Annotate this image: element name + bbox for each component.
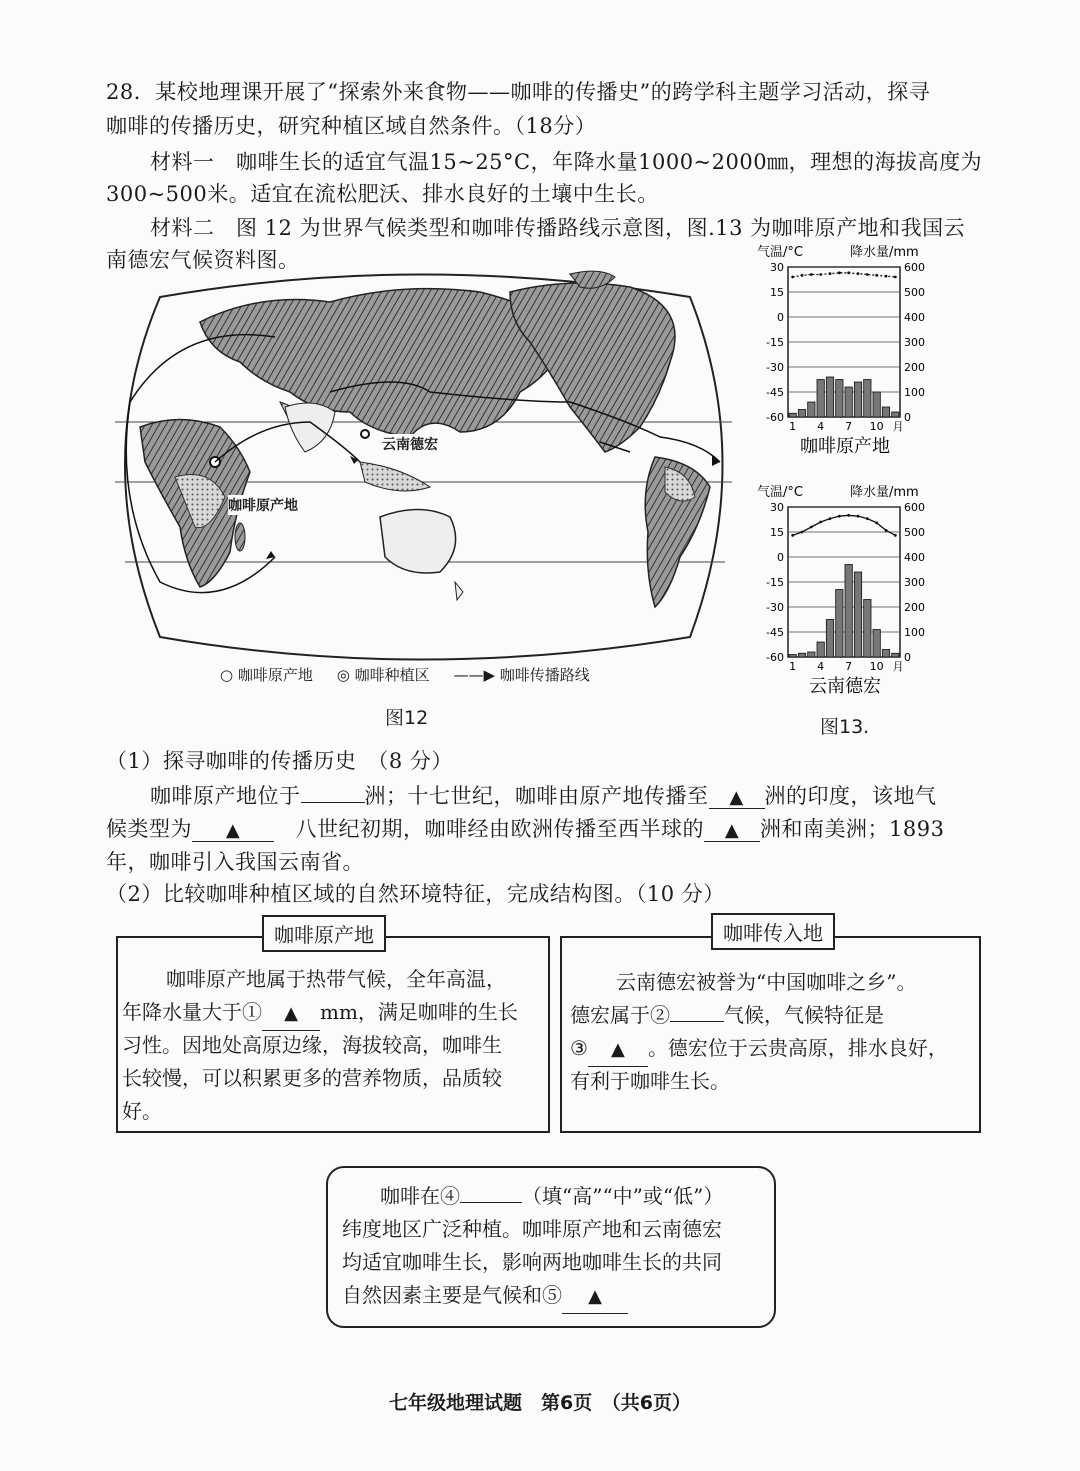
x-tick: 10 bbox=[869, 420, 884, 433]
temp-tick: 15 bbox=[770, 526, 784, 539]
map-label-origin: 咖啡原产地 bbox=[228, 495, 298, 515]
precip-tick: 600 bbox=[904, 501, 925, 514]
material1-line-2: 300~500米。适宜在流松肥沃、排水良好的土壤中生长。 bbox=[106, 182, 659, 206]
precip-bar bbox=[836, 380, 843, 418]
x-tick: 7 bbox=[845, 420, 853, 433]
yunnan-marker bbox=[361, 430, 369, 438]
temp-tick: -60 bbox=[766, 651, 784, 664]
precip-bar bbox=[789, 655, 796, 658]
destination-box-line-3: ③ ▲ 。德宏位于云贵高原，排水良好， bbox=[570, 1032, 948, 1067]
y2-label: 降水量/mm bbox=[850, 485, 919, 500]
summary-line-3: 均适宜咖啡生长，影响两地咖啡生长的共同 bbox=[342, 1250, 722, 1274]
temp-point bbox=[829, 517, 832, 520]
blank-1[interactable]: ▲ bbox=[262, 996, 320, 1031]
precip-tick: 400 bbox=[904, 551, 925, 564]
origin-box-line-2: 年降水量大于① ▲ mm，满足咖啡的生长 bbox=[122, 996, 518, 1031]
y2-label: 降水量/mm bbox=[850, 245, 919, 260]
temp-point bbox=[810, 273, 813, 276]
temp-point bbox=[885, 275, 888, 278]
chart-title: 咖啡原产地 bbox=[800, 436, 890, 457]
part1-heading: （1）探寻咖啡的传播历史 （8 分） bbox=[106, 749, 453, 773]
precip-bar bbox=[892, 653, 899, 657]
precip-bar bbox=[864, 600, 871, 658]
temp-point bbox=[866, 273, 869, 276]
precip-bar bbox=[892, 412, 899, 417]
precip-tick: 100 bbox=[904, 626, 925, 639]
part1-line-1: 咖啡原产地位于 洲；十七世纪，咖啡由原产地传播至 ▲ 洲的印度，该地气 bbox=[150, 784, 937, 808]
material1-line-1: 材料一 咖啡生长的适宜气温15~25°C，年降水量1000~2000㎜，理想的海拔高度为 bbox=[150, 150, 983, 174]
temp-point bbox=[894, 534, 897, 537]
origin-box-line-4: 长较慢，可以积累更多的营养物质，品质较 bbox=[122, 1066, 502, 1090]
temp-tick: -45 bbox=[766, 626, 784, 639]
precip-bar bbox=[826, 620, 833, 658]
destination-box-line-2: 德宏属于② 气候，气候特征是 bbox=[570, 1003, 884, 1027]
temp-point bbox=[875, 274, 878, 277]
blank-2[interactable] bbox=[670, 1021, 724, 1022]
precip-tick: 600 bbox=[904, 261, 925, 274]
blank-climate-type[interactable]: ▲ bbox=[192, 817, 274, 842]
precip-bar bbox=[873, 630, 880, 658]
x-tick: 10 bbox=[869, 660, 884, 673]
climate-chart-yunnan bbox=[755, 482, 935, 707]
map-legend bbox=[220, 664, 590, 685]
precip-bar bbox=[864, 380, 871, 418]
precip-bar bbox=[817, 380, 824, 418]
legend-plant: 咖啡种植区 bbox=[354, 666, 430, 684]
precip-bar bbox=[798, 410, 805, 418]
temp-line bbox=[793, 273, 896, 277]
temp-point bbox=[791, 534, 794, 537]
temp-point bbox=[838, 515, 841, 518]
temp-tick: 0 bbox=[777, 551, 784, 564]
temp-point bbox=[829, 272, 832, 275]
precip-tick: 100 bbox=[904, 386, 925, 399]
temp-tick: -30 bbox=[766, 601, 784, 614]
climate-chart-origin bbox=[755, 242, 935, 467]
world-map bbox=[100, 262, 745, 667]
temp-point bbox=[847, 514, 850, 517]
temp-point bbox=[875, 521, 878, 524]
precip-bar bbox=[845, 565, 852, 658]
summary-line-4: 自然因素主要是气候和⑤ ▲ bbox=[342, 1279, 628, 1314]
x-tick: 4 bbox=[817, 660, 825, 673]
blank-5[interactable]: ▲ bbox=[562, 1279, 628, 1314]
temp-tick: 15 bbox=[770, 286, 784, 299]
temp-tick: -15 bbox=[766, 336, 784, 349]
temp-tick: -15 bbox=[766, 576, 784, 589]
temp-point bbox=[838, 271, 841, 274]
temp-tick: 30 bbox=[770, 501, 784, 514]
origin-box-title: 咖啡原产地 bbox=[262, 915, 386, 952]
legend-origin: 咖啡原产地 bbox=[237, 666, 313, 684]
precip-bar bbox=[826, 377, 833, 417]
precip-tick: 400 bbox=[904, 311, 925, 324]
question-line-2: 咖啡的传播历史，研究种植区域自然条件。（18分） bbox=[106, 114, 597, 138]
y1-label: 气温/°C bbox=[757, 245, 803, 260]
precip-bar bbox=[845, 387, 852, 417]
precip-bar bbox=[882, 650, 889, 658]
precip-tick: 300 bbox=[904, 336, 925, 349]
origin-box-line-1: 咖啡原产地属于热带气候，全年高温， bbox=[166, 967, 506, 991]
origin-box-line-5: 好。 bbox=[122, 1099, 162, 1123]
temp-point bbox=[857, 515, 860, 518]
map-label-yunnan: 云南德宏 bbox=[382, 434, 438, 454]
precip-bar bbox=[882, 407, 889, 417]
x-tick: 月 bbox=[892, 420, 904, 433]
temp-tick: -60 bbox=[766, 411, 784, 424]
precip-tick: 500 bbox=[904, 526, 925, 539]
temp-tick: 0 bbox=[777, 311, 784, 324]
blank-4[interactable] bbox=[460, 1202, 522, 1203]
part1-line-3: 年，咖啡引入我国云南省。 bbox=[106, 850, 364, 874]
precip-bar bbox=[798, 653, 805, 657]
precip-bar bbox=[789, 413, 796, 417]
x-tick: 1 bbox=[789, 420, 797, 433]
origin-legend-icon: ○ bbox=[220, 666, 234, 684]
precip-bar bbox=[836, 590, 843, 658]
temp-point bbox=[885, 529, 888, 532]
precip-bar bbox=[854, 382, 861, 417]
temp-point bbox=[866, 517, 869, 520]
precip-bar bbox=[808, 652, 815, 657]
legend-route: 咖啡传播路线 bbox=[499, 666, 590, 684]
blank-3[interactable]: ▲ bbox=[588, 1032, 648, 1067]
origin-box-line-3: 习性。因地处高原边缘，海拔较高，咖啡生 bbox=[122, 1033, 502, 1057]
figure13-caption: 图13. bbox=[820, 716, 870, 738]
destination-box-line-1: 云南德宏被誉为“中国咖啡之乡”。 bbox=[616, 970, 917, 994]
part2-heading: （2）比较咖啡种植区域的自然环境特征，完成结构图。（10 分） bbox=[106, 882, 725, 906]
destination-box-title: 咖啡传入地 bbox=[711, 913, 835, 950]
temp-point bbox=[801, 531, 804, 534]
temp-point bbox=[819, 273, 822, 276]
temp-tick: -45 bbox=[766, 386, 784, 399]
precip-bar bbox=[817, 642, 824, 657]
precip-tick: 0 bbox=[904, 411, 911, 424]
temp-tick: -30 bbox=[766, 361, 784, 374]
x-tick: 4 bbox=[817, 420, 825, 433]
summary-line-2: 纬度地区广泛种植。咖啡原产地和云南德宏 bbox=[342, 1217, 722, 1241]
route-legend-icon: ——▶ bbox=[453, 666, 496, 684]
precip-tick: 500 bbox=[904, 286, 925, 299]
blank-continent-2[interactable]: ▲ bbox=[704, 817, 760, 842]
precip-bar bbox=[808, 402, 815, 417]
x-tick: 1 bbox=[789, 660, 797, 673]
precip-bar bbox=[854, 572, 861, 657]
x-tick: 7 bbox=[845, 660, 853, 673]
temp-point bbox=[847, 271, 850, 274]
blank-continent-1[interactable]: ▲ bbox=[709, 784, 765, 809]
temp-tick: 30 bbox=[770, 261, 784, 274]
precip-tick: 200 bbox=[904, 361, 925, 374]
material2-line-2: 南德宏气候资料图。 bbox=[106, 248, 300, 272]
temp-point bbox=[894, 276, 897, 279]
chart-title: 云南德宏 bbox=[809, 676, 881, 697]
temp-point bbox=[857, 272, 860, 275]
part1-line-2: 候类型为 ▲ 八世纪初期，咖啡经由欧洲传播至西半球的 ▲ 洲和南美洲；1893 bbox=[106, 817, 945, 841]
precip-tick: 200 bbox=[904, 601, 925, 614]
destination-box-line-4: 有利于咖啡生长。 bbox=[570, 1069, 730, 1093]
precip-tick: 0 bbox=[904, 651, 911, 664]
temp-point bbox=[819, 521, 822, 524]
precip-tick: 300 bbox=[904, 576, 925, 589]
x-tick: 月 bbox=[892, 660, 904, 673]
figure12-caption: 图12 bbox=[385, 707, 429, 729]
temp-point bbox=[801, 274, 804, 277]
y1-label: 气温/°C bbox=[757, 485, 803, 500]
plant-legend-icon: ◎ bbox=[336, 666, 350, 684]
question-line-1: 28．某校地理课开展了“探索外来食物——咖啡的传播史”的跨学科主题学习活动，探寻 bbox=[106, 80, 931, 104]
page-footer: 七年级地理试题 第6页 （共6页） bbox=[389, 1392, 691, 1414]
temp-point bbox=[791, 276, 794, 279]
precip-bar bbox=[873, 392, 880, 417]
material2-line-1: 材料二 图 12 为世界气候类型和咖啡传播路线示意图，图.13 为咖啡原产地和我国云 bbox=[150, 216, 966, 240]
summary-line-1: 咖啡在④ （填“高”“中”或“低”） bbox=[380, 1184, 724, 1208]
temp-point bbox=[810, 526, 813, 529]
